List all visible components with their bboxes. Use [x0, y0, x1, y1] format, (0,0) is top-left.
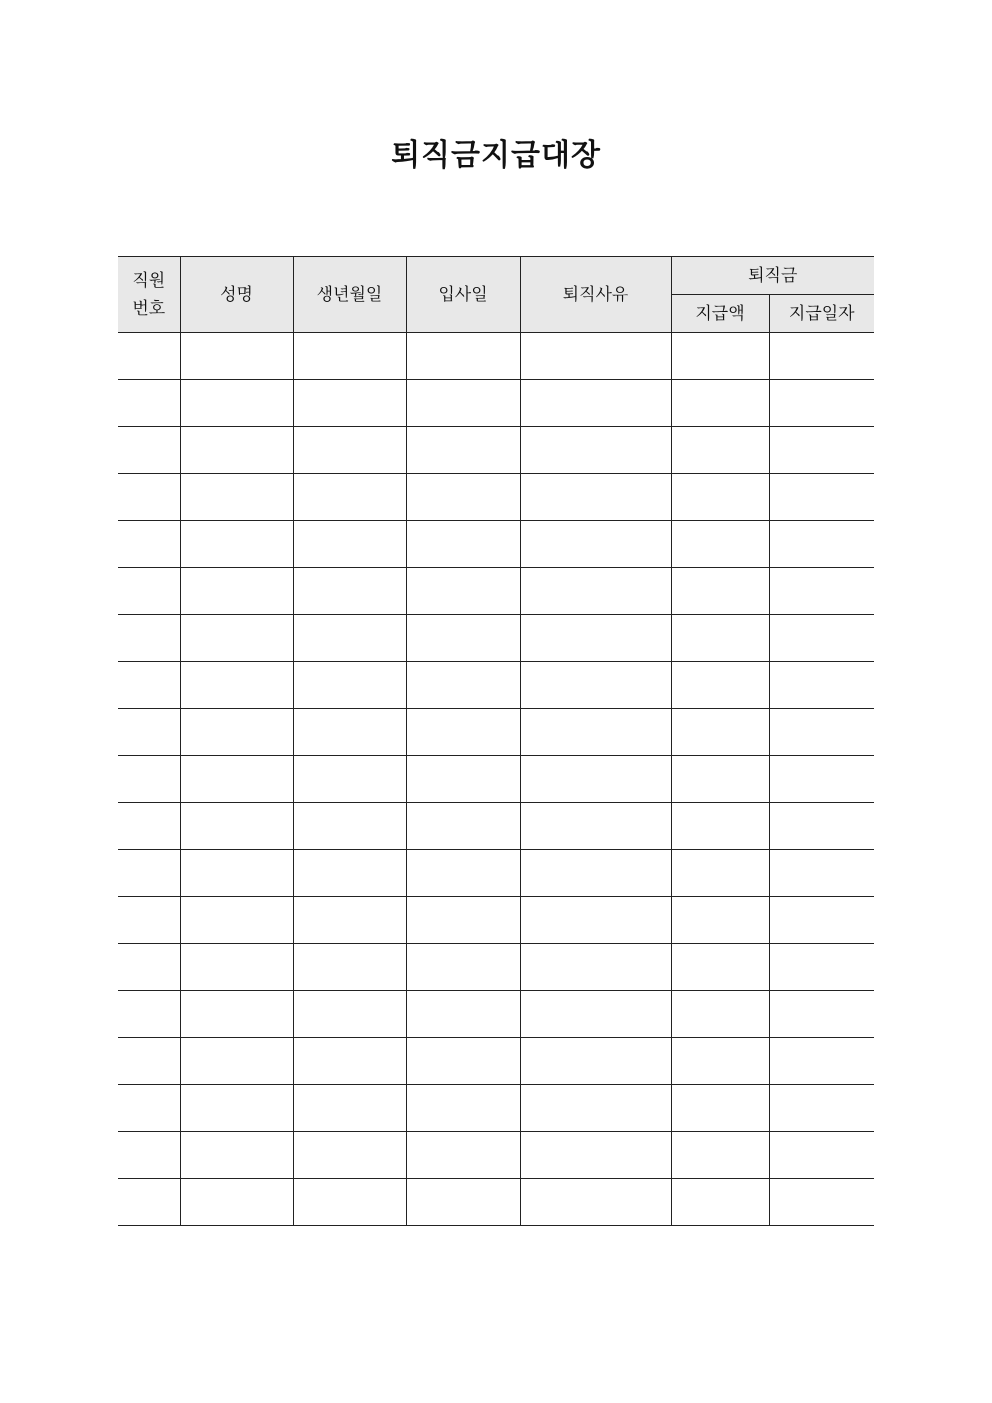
- cell-pay-date[interactable]: [769, 615, 874, 662]
- cell-amount[interactable]: [671, 521, 769, 568]
- cell-join-date[interactable]: [406, 1038, 520, 1085]
- cell-name[interactable]: [180, 756, 293, 803]
- cell-amount[interactable]: [671, 427, 769, 474]
- cell-reason[interactable]: [520, 380, 671, 427]
- cell-employee-no[interactable]: [118, 803, 180, 850]
- cell-join-date[interactable]: [406, 474, 520, 521]
- cell-birth-date[interactable]: [293, 662, 406, 709]
- cell-name[interactable]: [180, 1179, 293, 1226]
- cell-pay-date[interactable]: [769, 1038, 874, 1085]
- cell-birth-date[interactable]: [293, 521, 406, 568]
- cell-employee-no[interactable]: [118, 991, 180, 1038]
- ledger-body: [118, 333, 874, 1226]
- cell-employee-no[interactable]: [118, 897, 180, 944]
- cell-join-date[interactable]: [406, 662, 520, 709]
- cell-reason[interactable]: [520, 709, 671, 756]
- cell-birth-date[interactable]: [293, 897, 406, 944]
- cell-birth-date[interactable]: [293, 803, 406, 850]
- cell-reason[interactable]: [520, 474, 671, 521]
- cell-employee-no[interactable]: [118, 1179, 180, 1226]
- cell-join-date[interactable]: [406, 709, 520, 756]
- cell-name[interactable]: [180, 944, 293, 991]
- cell-pay-date[interactable]: [769, 1179, 874, 1226]
- cell-name[interactable]: [180, 1132, 293, 1179]
- cell-name[interactable]: [180, 897, 293, 944]
- cell-amount[interactable]: [671, 1085, 769, 1132]
- cell-birth-date[interactable]: [293, 756, 406, 803]
- cell-birth-date[interactable]: [293, 709, 406, 756]
- cell-birth-date[interactable]: [293, 944, 406, 991]
- cell-name[interactable]: [180, 803, 293, 850]
- table-row: [118, 474, 874, 521]
- table-row: [118, 662, 874, 709]
- severance-ledger-table: [118, 256, 874, 1226]
- cell-employee-no[interactable]: [118, 1038, 180, 1085]
- cell-amount[interactable]: [671, 380, 769, 427]
- table-row: [118, 521, 874, 568]
- cell-pay-date[interactable]: [769, 662, 874, 709]
- cell-name[interactable]: [180, 1085, 293, 1132]
- table-row: [118, 1132, 874, 1179]
- cell-birth-date[interactable]: [293, 1179, 406, 1226]
- cell-pay-date[interactable]: [769, 1085, 874, 1132]
- cell-amount[interactable]: [671, 474, 769, 521]
- table-row: [118, 756, 874, 803]
- cell-amount[interactable]: [671, 615, 769, 662]
- cell-employee-no[interactable]: [118, 1085, 180, 1132]
- cell-amount[interactable]: [671, 944, 769, 991]
- cell-amount[interactable]: [671, 991, 769, 1038]
- cell-name[interactable]: [180, 991, 293, 1038]
- cell-employee-no[interactable]: [118, 662, 180, 709]
- cell-pay-date[interactable]: [769, 850, 874, 897]
- cell-name[interactable]: [180, 615, 293, 662]
- cell-birth-date[interactable]: [293, 568, 406, 615]
- header-join-date: 입사일: [406, 257, 520, 333]
- cell-amount[interactable]: [671, 803, 769, 850]
- cell-pay-date[interactable]: [769, 709, 874, 756]
- cell-amount[interactable]: [671, 709, 769, 756]
- cell-employee-no[interactable]: [118, 944, 180, 991]
- table-row: [118, 380, 874, 427]
- cell-birth-date[interactable]: [293, 333, 406, 380]
- cell-pay-date[interactable]: [769, 333, 874, 380]
- cell-pay-date[interactable]: [769, 427, 874, 474]
- cell-name[interactable]: [180, 380, 293, 427]
- cell-reason[interactable]: [520, 803, 671, 850]
- cell-name[interactable]: [180, 474, 293, 521]
- table-row: [118, 1038, 874, 1085]
- cell-join-date[interactable]: [406, 1085, 520, 1132]
- cell-join-date[interactable]: [406, 803, 520, 850]
- cell-join-date[interactable]: [406, 897, 520, 944]
- cell-pay-date[interactable]: [769, 474, 874, 521]
- cell-reason[interactable]: [520, 1038, 671, 1085]
- cell-pay-date[interactable]: [769, 521, 874, 568]
- table-row: [118, 850, 874, 897]
- table-row: [118, 1179, 874, 1226]
- cell-amount[interactable]: [671, 756, 769, 803]
- cell-join-date[interactable]: [406, 850, 520, 897]
- cell-employee-no[interactable]: [118, 380, 180, 427]
- cell-join-date[interactable]: [406, 944, 520, 991]
- header-reason: 퇴직사유: [520, 257, 671, 333]
- cell-name[interactable]: [180, 521, 293, 568]
- table-row: [118, 944, 874, 991]
- table-row: [118, 1085, 874, 1132]
- cell-pay-date[interactable]: [769, 568, 874, 615]
- header-name: 성명: [180, 257, 293, 333]
- cell-reason[interactable]: [520, 991, 671, 1038]
- cell-birth-date[interactable]: [293, 1038, 406, 1085]
- cell-join-date[interactable]: [406, 427, 520, 474]
- cell-pay-date[interactable]: [769, 1132, 874, 1179]
- cell-employee-no[interactable]: [118, 474, 180, 521]
- cell-name[interactable]: [180, 568, 293, 615]
- cell-birth-date[interactable]: [293, 427, 406, 474]
- cell-birth-date[interactable]: [293, 850, 406, 897]
- cell-join-date[interactable]: [406, 380, 520, 427]
- cell-join-date[interactable]: [406, 615, 520, 662]
- cell-reason[interactable]: [520, 756, 671, 803]
- cell-employee-no[interactable]: [118, 427, 180, 474]
- cell-employee-no[interactable]: [118, 333, 180, 380]
- cell-employee-no[interactable]: [118, 709, 180, 756]
- cell-amount[interactable]: [671, 662, 769, 709]
- cell-amount[interactable]: [671, 1132, 769, 1179]
- cell-reason[interactable]: [520, 850, 671, 897]
- cell-employee-no[interactable]: [118, 615, 180, 662]
- header-severance-group: 퇴직금: [671, 257, 874, 295]
- cell-employee-no[interactable]: [118, 756, 180, 803]
- table-row: [118, 333, 874, 380]
- cell-name[interactable]: [180, 1038, 293, 1085]
- cell-name[interactable]: [180, 662, 293, 709]
- cell-birth-date[interactable]: [293, 991, 406, 1038]
- cell-reason[interactable]: [520, 662, 671, 709]
- cell-pay-date[interactable]: [769, 897, 874, 944]
- header-pay-date: 지급일자: [769, 295, 874, 333]
- cell-amount[interactable]: [671, 1038, 769, 1085]
- cell-birth-date[interactable]: [293, 380, 406, 427]
- cell-birth-date[interactable]: [293, 474, 406, 521]
- cell-join-date[interactable]: [406, 1132, 520, 1179]
- cell-amount[interactable]: [671, 850, 769, 897]
- header-birth-date: 생년월일: [293, 257, 406, 333]
- cell-reason[interactable]: [520, 333, 671, 380]
- cell-birth-date[interactable]: [293, 1132, 406, 1179]
- table-row: [118, 897, 874, 944]
- table-row: [118, 991, 874, 1038]
- cell-reason[interactable]: [520, 944, 671, 991]
- cell-reason[interactable]: [520, 897, 671, 944]
- cell-employee-no[interactable]: [118, 568, 180, 615]
- cell-employee-no[interactable]: [118, 850, 180, 897]
- cell-reason[interactable]: [520, 1179, 671, 1226]
- cell-reason[interactable]: [520, 568, 671, 615]
- header-employee-no-line2: 번호: [132, 298, 166, 319]
- cell-name[interactable]: [180, 333, 293, 380]
- cell-pay-date[interactable]: [769, 803, 874, 850]
- cell-reason[interactable]: [520, 1132, 671, 1179]
- cell-join-date[interactable]: [406, 756, 520, 803]
- cell-join-date[interactable]: [406, 991, 520, 1038]
- cell-join-date[interactable]: [406, 521, 520, 568]
- table-row: [118, 615, 874, 662]
- page-title: 퇴직금지급대장: [391, 138, 601, 173]
- cell-pay-date[interactable]: [769, 944, 874, 991]
- header-amount: 지급액: [671, 295, 769, 333]
- cell-name[interactable]: [180, 850, 293, 897]
- cell-join-date[interactable]: [406, 568, 520, 615]
- cell-reason[interactable]: [520, 1085, 671, 1132]
- table-row: [118, 709, 874, 756]
- cell-birth-date[interactable]: [293, 1085, 406, 1132]
- cell-join-date[interactable]: [406, 333, 520, 380]
- cell-reason[interactable]: [520, 615, 671, 662]
- cell-birth-date[interactable]: [293, 615, 406, 662]
- cell-name[interactable]: [180, 427, 293, 474]
- cell-amount[interactable]: [671, 333, 769, 380]
- table-row: [118, 427, 874, 474]
- cell-reason[interactable]: [520, 427, 671, 474]
- header-employee-no-line1: 직원: [132, 270, 166, 291]
- table-row: [118, 568, 874, 615]
- cell-name[interactable]: [180, 709, 293, 756]
- cell-amount[interactable]: [671, 568, 769, 615]
- cell-pay-date[interactable]: [769, 991, 874, 1038]
- table-row: [118, 803, 874, 850]
- cell-employee-no[interactable]: [118, 1132, 180, 1179]
- header-employee-no: [118, 257, 180, 333]
- cell-pay-date[interactable]: [769, 380, 874, 427]
- cell-join-date[interactable]: [406, 1179, 520, 1226]
- cell-reason[interactable]: [520, 521, 671, 568]
- cell-amount[interactable]: [671, 897, 769, 944]
- cell-employee-no[interactable]: [118, 521, 180, 568]
- cell-pay-date[interactable]: [769, 756, 874, 803]
- cell-amount[interactable]: [671, 1179, 769, 1226]
